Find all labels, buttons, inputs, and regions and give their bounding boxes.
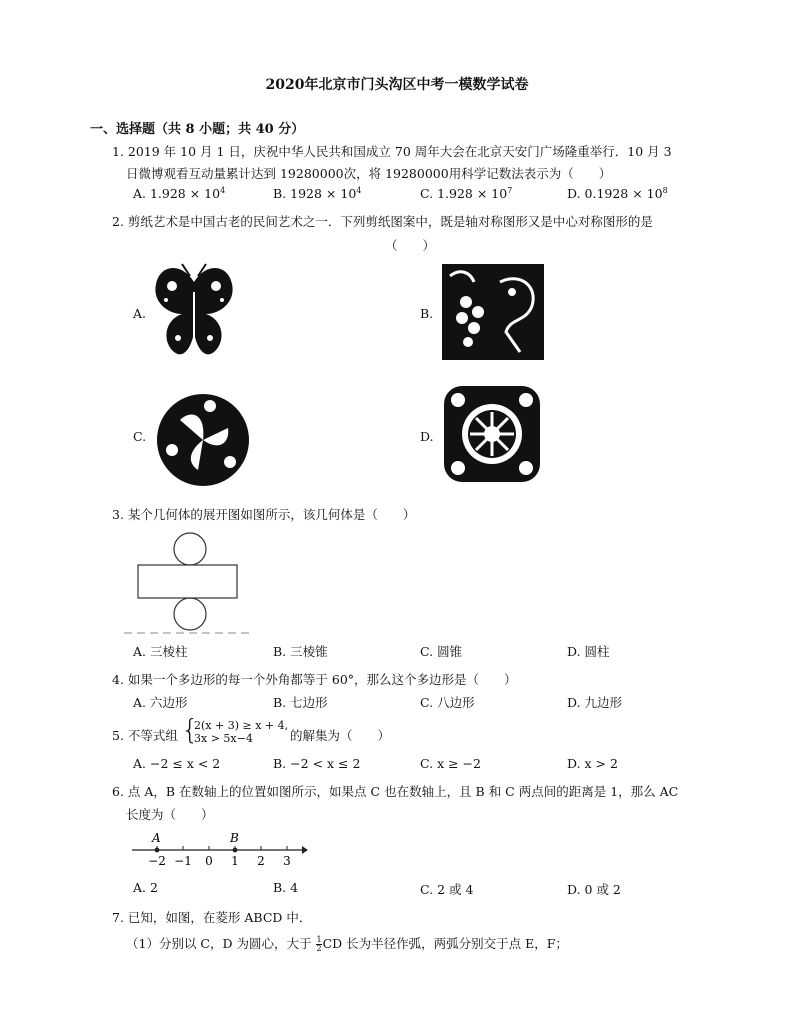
q1-option-d-exp: 8 [662, 186, 668, 195]
q2-option-c[interactable]: C. [133, 429, 147, 444]
inequality-2: 3x > 5x−4 [194, 732, 253, 745]
q5-option-b[interactable]: B. −2 < x ≤ 2 [273, 756, 361, 771]
number-line-tick-label: 1 [231, 854, 239, 868]
number-line-tick-label: −1 [174, 854, 192, 868]
question-1-line-2: 日微博观看互动量累计达到 19280000次，将 19280000用科学记数法表示为（ ） [126, 166, 612, 181]
q2-option-a[interactable]: A. [133, 306, 147, 321]
question-6-line-1: 6. 点 A，B 在数轴上的位置如图所示，如果点 C 也在数轴上，且 B 和 C 两点间的距离是 1，那么 AC [112, 784, 679, 799]
q2-option-b[interactable]: B. [420, 306, 434, 321]
one-half-fraction [316, 936, 321, 953]
question-4-line-1: 4. 如果一个多边形的每一个外角都等于 60°，那么这个多边形是（ ） [112, 672, 517, 687]
q1-option-d-text: D. 0.1928 × 10 [567, 186, 663, 202]
fish-circle-papercut-image [150, 390, 256, 490]
point-b-label: B [230, 831, 239, 845]
q1-option-c-exp: 7 [507, 186, 513, 195]
q4-option-c[interactable]: C. 八边形 [420, 695, 475, 710]
q5-option-c[interactable]: C. x ≥ −2 [420, 756, 481, 771]
q1-option-c-text: C. 1.928 × 10 [420, 186, 508, 202]
q3-option-c[interactable]: C. 圆锥 [420, 644, 463, 659]
point-b-marker [233, 848, 238, 853]
q1-option-b[interactable] [273, 186, 361, 201]
squirrel-papercut-image [440, 262, 546, 362]
inequality-brace: { [181, 713, 199, 746]
inequality-1: 2(x + 3) ≥ x + 4, [194, 719, 289, 732]
fraction-numerator: 1 [316, 935, 322, 944]
question-5-suffix: 的解集为（ ） [290, 728, 391, 743]
number-line-tick-label: 0 [205, 854, 213, 868]
q1-option-a-text: A. 1.928 × 10 [133, 186, 221, 202]
q4-option-b[interactable]: B. 七边形 [273, 695, 328, 710]
question-6-line-2: 长度为（ ） [126, 807, 214, 822]
point-a-label: A [152, 831, 161, 845]
q3-option-a[interactable]: A. 三棱柱 [133, 644, 188, 659]
q3-option-d[interactable]: D. 圆柱 [567, 644, 610, 659]
q6-option-d[interactable]: D. 0 或 2 [567, 882, 621, 897]
question-3-line-1: 3. 某个几何体的展开图如图所示，该几何体是（ ） [112, 507, 416, 522]
question-7-line-2 [126, 934, 568, 953]
cylinder-net-figure [120, 530, 254, 638]
number-line-figure [126, 830, 310, 870]
q3-option-b[interactable]: B. 三棱锥 [273, 644, 328, 659]
question-2-line-1: 2. 剪纸艺术是中国古老的民间艺术之一．下列剪纸图案中，既是轴对称图形又是中心对称图形的是 [112, 214, 653, 229]
question-7-line-1: 7. 已知，如图，在菱形 ABCD 中． [112, 910, 312, 925]
q6-option-b[interactable]: B. 4 [273, 880, 299, 895]
q4-option-d[interactable]: D. 九边形 [567, 695, 623, 710]
flower-papercut-image [440, 382, 544, 486]
section-heading: 一、选择题（共 8 小题；共 40 分） [90, 122, 305, 137]
number-line-tick-label: −2 [148, 854, 166, 868]
question-1-line-1: 1. 2019 年 10 月 1 日，庆祝中华人民共和国成立 70 周年大会在北京天安门广场隆重举行．10 月 3 [112, 144, 672, 159]
q1-option-d[interactable] [567, 186, 668, 201]
q1-option-b-exp: 4 [356, 186, 362, 195]
q7-line-2-pre: （1）分别以 C，D 为圆心，大于 [126, 936, 316, 951]
inequality-system [194, 719, 288, 745]
question-5-prefix: 5. 不等式组 [112, 728, 178, 743]
q6-option-a[interactable]: A. 2 [133, 880, 158, 895]
q5-option-d[interactable]: D. x > 2 [567, 756, 618, 771]
q1-option-a-exp: 4 [220, 186, 226, 195]
number-line-tick-label: 3 [283, 854, 291, 868]
q1-option-a[interactable] [133, 186, 225, 201]
page-title: 2020年北京市门头沟区中考一模数学试卷 [265, 77, 529, 93]
q6-option-c[interactable]: C. 2 或 4 [420, 882, 474, 897]
q5-option-a[interactable]: A. −2 ≤ x < 2 [133, 756, 221, 771]
question-2-paren: （ ） [385, 238, 436, 253]
number-line-arrow-icon [302, 846, 308, 854]
q7-line-2-post: CD 长为半径作弧，两弧分别交于点 E，F； [322, 936, 568, 951]
q1-option-b-text: B. 1928 × 10 [273, 186, 357, 202]
point-a-marker [155, 848, 160, 853]
number-line-tick-label: 2 [257, 854, 265, 868]
q2-option-d[interactable]: D. [420, 429, 434, 444]
fraction-denominator: 2 [316, 944, 322, 953]
q1-option-c[interactable] [420, 186, 512, 201]
butterfly-papercut-image [152, 262, 236, 362]
q4-option-a[interactable]: A. 六边形 [133, 695, 188, 710]
